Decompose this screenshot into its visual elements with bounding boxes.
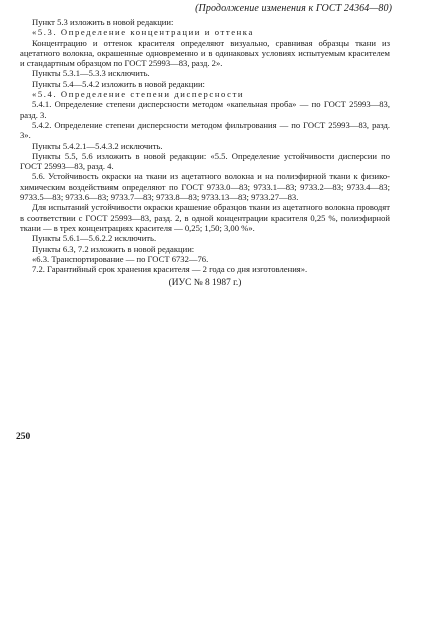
paragraph: 5.4.1. Определение степени дисперсности методом «капельная проба» — по ГОСТ 25993—83, разд. 3. xyxy=(20,99,390,120)
section-heading: «5.3. Определение концентрации и оттенка xyxy=(32,27,254,38)
paragraph: Пункты 5.6.1—5.6.2.2 исключить. xyxy=(32,233,157,244)
paragraph: Концентрацию и оттенок красителя определяют визуально, сравнивая образцы ткани из ацетатного волокна, окрашенные одновременно и в одинаковых условиях испытуемым красителем и стандартным образцом по ГОСТ 25993—83, разд. 2». xyxy=(20,37,390,69)
paragraph: Пункты 5.4—5.4.2 изложить в новой редакции: xyxy=(32,78,205,89)
publication-reference: (ИУС № 8 1987 г.) xyxy=(168,278,242,289)
paragraph: Пункты 5.4.2.1—5.4.3.2 исключить. xyxy=(32,140,163,151)
paragraph: Пункты 5.5, 5.6 изложить в новой редакции: «5.5. Определение устойчивости дисперсии по ГОСТ 25993—83, разд. 4. xyxy=(20,150,390,172)
paragraph: Пункт 5.3 изложить в новой редакции: xyxy=(32,17,174,27)
paragraph: Пункты 6.3, 7.2 изложить в новой редакции: xyxy=(32,243,195,254)
document-body xyxy=(20,17,390,289)
paragraph: «6.3. Транспортирование — по ГОСТ 6732—76. xyxy=(32,253,209,264)
page-header: (Продолжение изменения к ГОСТ 24364—80) xyxy=(195,3,392,14)
paragraph: 5.4.2. Определение степени дисперсности методом фильтрования — по ГОСТ 25993—83, разд. 3». xyxy=(20,119,390,141)
paragraph: 7.2. Гарантийный срок хранения красителя — 2 года со дня изготовления». xyxy=(32,264,308,275)
paragraph: Пункты 5.3.1—5.3.3 исключить. xyxy=(32,68,150,79)
page-number: 250 xyxy=(16,432,31,442)
paragraph: 5.6. Устойчивость окраски на ткани из ацетатного волокна и на полиэфирной ткани к физико-химическим воздействиям определяют по ГОСТ 9733.0—83; 9733.1—83; 9733.2—83; 9733.4—83; 9733.5—83; 9733.6—83; 9733.7—83; 9733.8—83; 9733.13—83; 9733.27—83. xyxy=(20,171,390,203)
section-heading: «5.4. Определение степени дисперсности xyxy=(32,89,245,100)
paragraph: Для испытаний устойчивости окраски крашение образцов ткани из ацетатного волокна проводят в соответствии с ГОСТ 25993—83, разд. 2, в одной концентрации красителя 0,25 %, полиэфирной ткани — в трех концентрациях красителя — 0,25; 1,50; 3,00 %». xyxy=(20,202,390,233)
